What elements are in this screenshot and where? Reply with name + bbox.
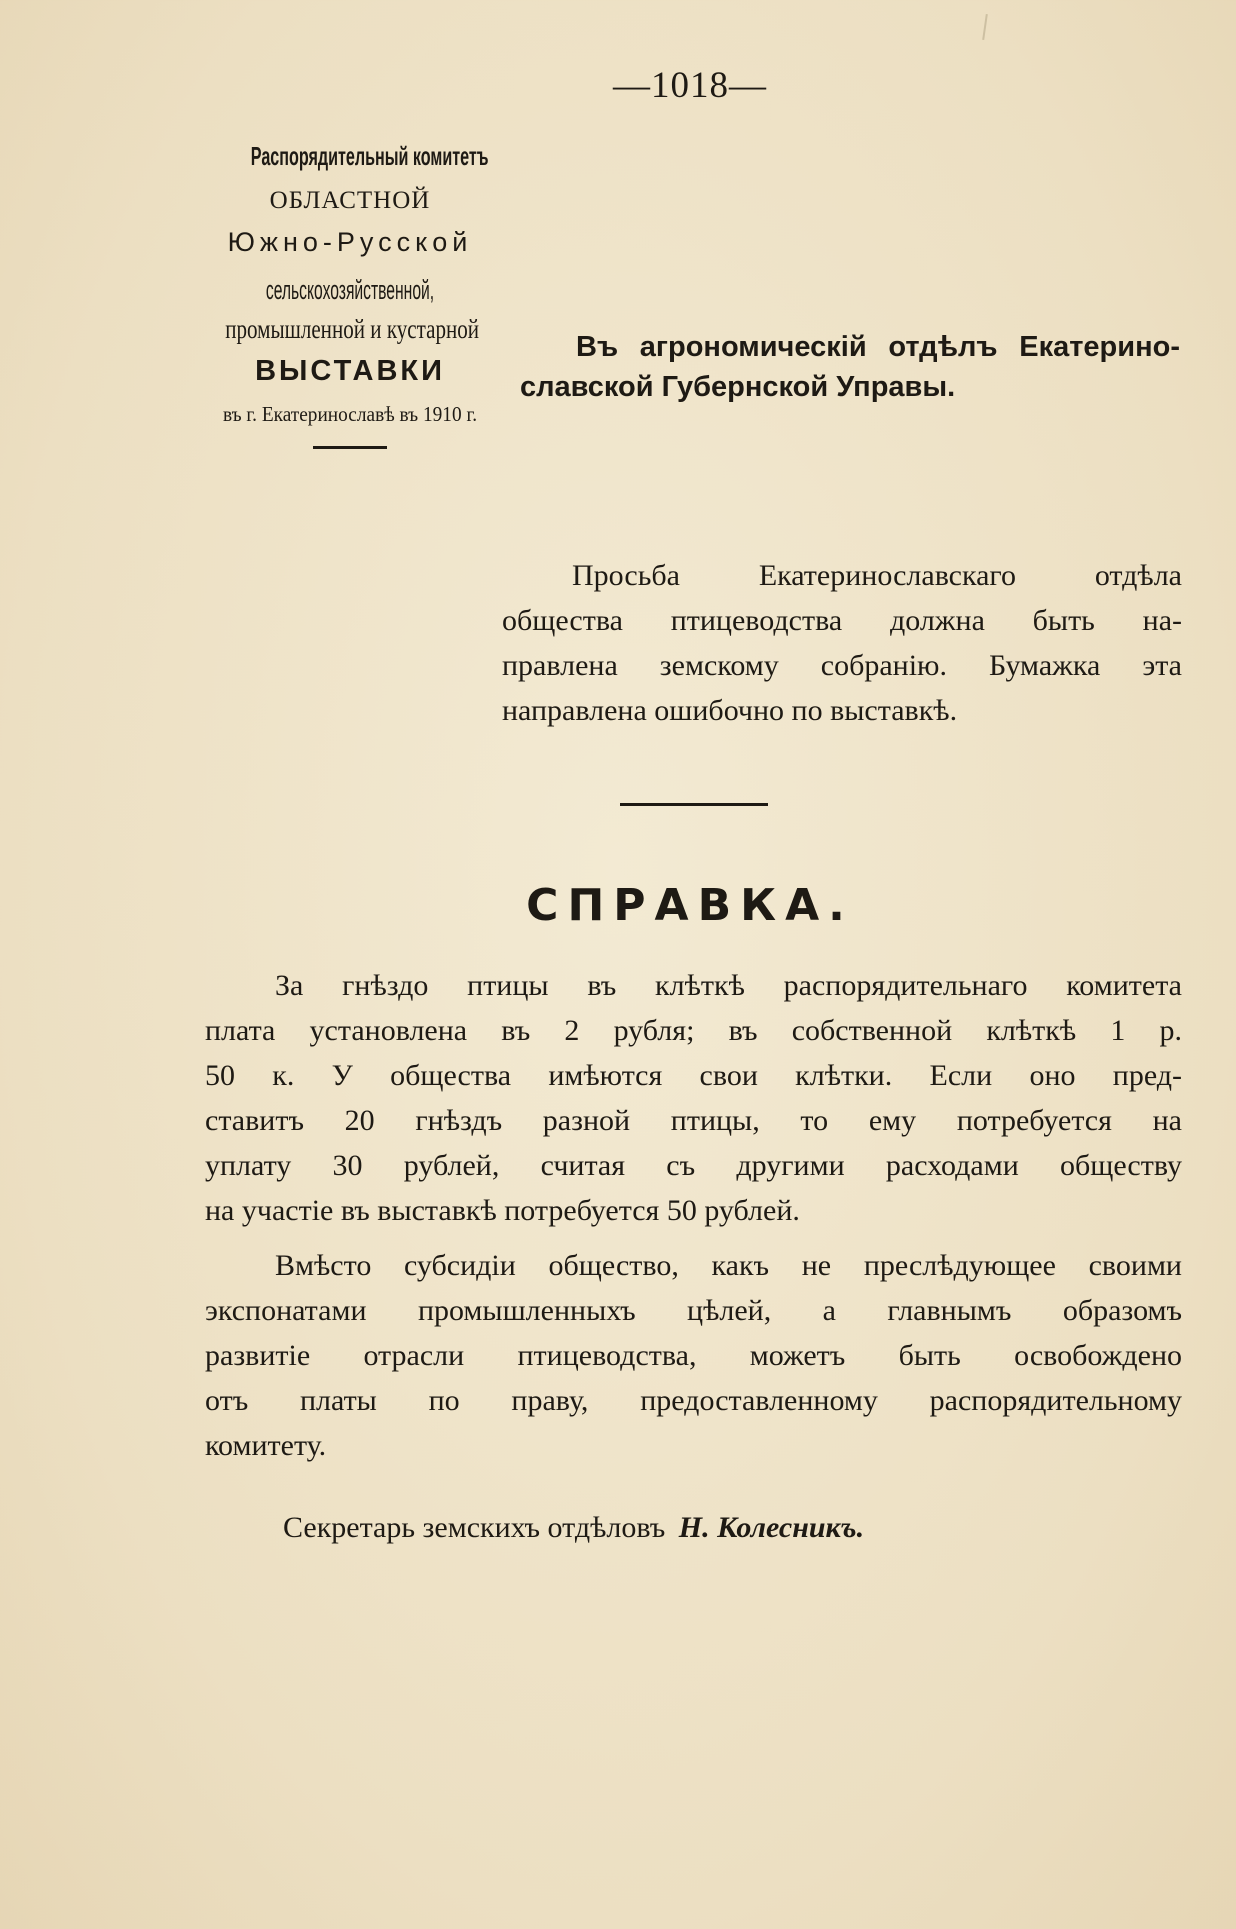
letterhead-stamp	[190, 140, 510, 449]
letterhead-industrial: промышленной и кустарной	[225, 314, 480, 345]
addressee	[520, 327, 1180, 407]
request-line: направлена ошибочно по выставкѣ.	[502, 694, 958, 727]
note-line: экспонатами промышленныхъ цѣлей, а главнымъ образомъ	[205, 1294, 1182, 1327]
letterhead-place-year: въ г. Екатеринославѣ въ 1910 г.	[222, 402, 478, 427]
note-line: плата установлена въ 2 рубля; въ собственной клѣткѣ 1 р.	[205, 1014, 1182, 1047]
note-line: За гнѣздо птицы въ клѣткѣ распорядительнаго комитета	[275, 969, 1182, 1002]
note-heading: СПРАВКА.	[526, 880, 854, 931]
section-divider	[620, 803, 768, 806]
signature-title: Секретарь земскихъ отдѣловъ	[283, 1511, 666, 1544]
note-line: отъ платы по праву, предоставленному распорядительному	[205, 1384, 1182, 1417]
letterhead-exhibition: ВЫСТАВКИ	[255, 355, 445, 387]
note-line: комитету.	[205, 1429, 327, 1462]
note-line: ставитъ 20 гнѣздъ разной птицы, то ему потребуется на	[205, 1104, 1182, 1137]
note-line: уплату 30 рублей, считая съ другими расходами обществу	[205, 1149, 1182, 1182]
note-line: 50 к. У общества имѣются свои клѣтки. Если оно пред-	[205, 1059, 1182, 1092]
request-paragraph	[502, 553, 1182, 733]
request-line: Просьба Екатеринославскаго отдѣла	[572, 559, 1182, 592]
note-line: Вмѣсто субсидіи общество, какъ не преслѣдующее своими	[275, 1249, 1182, 1282]
letterhead-committee: Распорядительный комитетъ	[250, 141, 489, 171]
request-line: правлена земскому собранію. Бумажка эта	[502, 649, 1182, 682]
letterhead-south-russian: Южно-Русской	[227, 226, 473, 257]
signature-name: Н. Колесникъ.	[678, 1511, 865, 1544]
addressee-line-2: славской Губернской Управы.	[520, 371, 956, 403]
letterhead-regional: ОБЛАСТНОЙ	[269, 186, 431, 214]
addressee-line-1: Въ агрономическій отдѣлъ Екатерино-	[576, 331, 1180, 363]
page-number: —1018—	[613, 65, 767, 106]
margin-mark	[982, 14, 988, 40]
signature-line	[283, 1511, 864, 1545]
paragraph-gap	[205, 1233, 1182, 1243]
letterhead-agricultural: сельскохозяйственной,	[265, 274, 435, 305]
request-line: общества птицеводства должна быть на-	[502, 604, 1182, 637]
note-line: развитіе отрасли птицеводства, можетъ быть освобождено	[205, 1339, 1182, 1372]
note-line: на участіе въ выставкѣ потребуется 50 рублей.	[205, 1194, 800, 1227]
letterhead-divider	[313, 446, 387, 449]
note-body	[205, 963, 1182, 1468]
